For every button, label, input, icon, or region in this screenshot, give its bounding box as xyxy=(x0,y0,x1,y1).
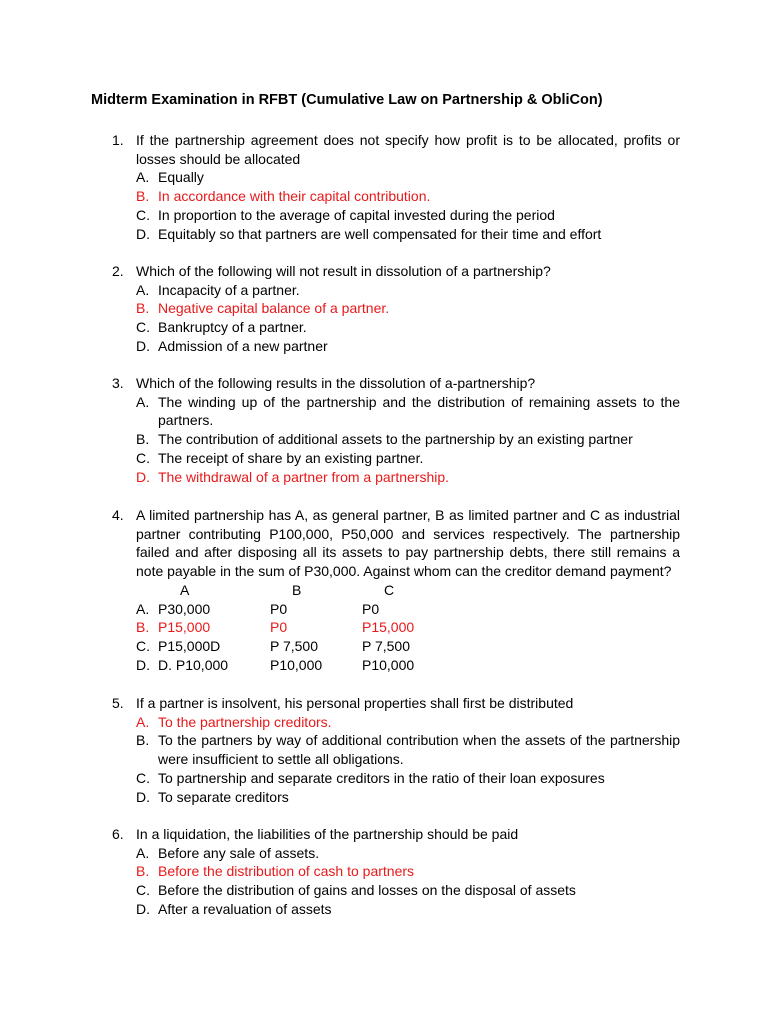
option-letter: A. xyxy=(136,281,150,298)
option-letter: B. xyxy=(136,431,150,448)
question-text: In a liquidation, the liabilities of the partnership should be paid xyxy=(136,826,519,842)
column-header-b: B xyxy=(292,581,302,598)
table-cell-a: D. P10,000 xyxy=(158,656,229,673)
question-number: 5. xyxy=(112,695,124,711)
option-d-correct xyxy=(136,468,680,487)
option-c xyxy=(136,449,680,468)
table-cell-c: P15,000 xyxy=(362,619,415,636)
option-letter: A. xyxy=(136,844,150,861)
option-letter: C. xyxy=(136,449,150,466)
option-letter: C. xyxy=(136,206,150,223)
option-letter: A. xyxy=(136,713,150,730)
question-2 xyxy=(112,262,680,356)
column-header-c: C xyxy=(384,581,395,598)
option-text: In proportion to the average of capital invested during the period xyxy=(158,206,555,223)
option-b-correct xyxy=(136,187,680,206)
option-text: After a revaluation of assets xyxy=(158,900,332,917)
table-row xyxy=(136,637,680,656)
question-3 xyxy=(112,374,680,486)
table-cell-b: P0 xyxy=(270,619,288,636)
option-letter: B. xyxy=(136,863,150,880)
table-cell-a: P15,000D xyxy=(158,637,221,654)
option-text: Bankruptcy of a partner. xyxy=(158,319,307,336)
option-text: Equally xyxy=(158,169,204,186)
option-letter: C. xyxy=(136,769,150,786)
option-text: To partnership and separate creditors in the ratio of their loan exposures xyxy=(158,769,605,786)
option-letter: A. xyxy=(136,600,150,617)
question-4 xyxy=(112,506,680,674)
option-text: Negative capital balance of a partner. xyxy=(158,300,390,317)
question-number: 4. xyxy=(112,507,124,523)
option-letter: D. xyxy=(136,337,150,354)
option-text: Before any sale of assets. xyxy=(158,844,320,861)
option-b xyxy=(136,731,680,768)
option-letter: A. xyxy=(136,169,150,186)
option-letter: C. xyxy=(136,319,150,336)
option-d xyxy=(136,900,680,919)
option-a xyxy=(136,844,680,863)
option-letter: D. xyxy=(136,656,150,673)
option-letter: D. xyxy=(136,788,150,805)
table-cell-a: P30,000 xyxy=(158,600,211,617)
option-letter: C. xyxy=(136,637,150,654)
table-cell-b: P0 xyxy=(270,600,288,617)
column-header-a: A xyxy=(180,581,190,598)
question-text: A limited partnership has A, as general partner, B as limited partner and C as industrial partner contributing P100,000, P50,000 and services respectively. The partnership failed and after disposing all its assets to pay partnership debts, there still remains a note payable in the sum of P30,000. Against whom can the creditor demand payment? xyxy=(136,507,680,580)
option-a xyxy=(136,281,680,300)
option-b xyxy=(136,430,680,449)
question-text: If a partner is insolvent, his personal properties shall first be distributed xyxy=(136,695,574,711)
question-text: Which of the following will not result in dissolution of a partnership? xyxy=(136,263,551,279)
option-c xyxy=(136,881,680,900)
option-b-correct xyxy=(136,299,680,318)
option-letter: A. xyxy=(136,393,150,410)
option-letter: C. xyxy=(136,882,150,899)
option-d xyxy=(136,788,680,807)
question-6 xyxy=(112,825,680,919)
option-letter: B. xyxy=(136,188,150,205)
option-text: Before the distribution of cash to partners xyxy=(158,863,415,880)
table-cell-a: P15,000 xyxy=(158,619,211,636)
table-cell-b: P 7,500 xyxy=(270,637,319,654)
option-letter: D. xyxy=(136,468,150,485)
option-text: To the partnership creditors. xyxy=(158,713,332,730)
option-text: To the partners by way of additional contribution when the assets of the partnership were insufficient to settle all obligations. xyxy=(158,732,680,768)
table-cell-c: P 7,500 xyxy=(362,637,411,654)
option-text: The withdrawal of a partner from a partnership. xyxy=(158,468,450,485)
table-cell-c: P0 xyxy=(362,600,380,617)
question-number: 6. xyxy=(112,826,124,842)
question-number: 2. xyxy=(112,263,124,279)
option-d xyxy=(136,337,680,356)
question-number: 1. xyxy=(112,132,124,148)
question-1 xyxy=(112,131,680,243)
table-row-correct xyxy=(136,618,680,637)
table-cell-c: P10,000 xyxy=(362,656,415,673)
option-a-correct xyxy=(136,713,680,732)
option-text: The contribution of additional assets to the partnership by an existing partner xyxy=(158,431,633,448)
option-a xyxy=(136,168,680,187)
table-row xyxy=(136,656,680,675)
option-letter: D. xyxy=(136,900,150,917)
option-c xyxy=(136,206,680,225)
question-number: 3. xyxy=(112,375,124,391)
question-text: If the partnership agreement does not specify how profit is to be allocated, profits or losses should be allocated xyxy=(136,132,680,167)
option-text: Equitably so that partners are well compensated for their time and effort xyxy=(158,225,602,242)
table-cell-b: P10,000 xyxy=(270,656,323,673)
option-b-correct xyxy=(136,862,680,881)
option-letter: B. xyxy=(136,300,150,317)
page-title: Midterm Examination in RFBT (Cumulative Law on Partnership & ObliCon) xyxy=(91,92,603,108)
option-text: The winding up of the partnership and the distribution of remaining assets to the partners. xyxy=(158,393,680,429)
option-letter: B. xyxy=(136,619,150,636)
option-text: To separate creditors xyxy=(158,788,289,805)
option-letter: B. xyxy=(136,732,150,749)
option-text: In accordance with their capital contribution. xyxy=(158,188,431,205)
question-5 xyxy=(112,694,680,806)
option-c xyxy=(136,318,680,337)
answer-table-header xyxy=(136,581,680,600)
option-c xyxy=(136,769,680,788)
option-d xyxy=(136,225,680,244)
option-text: Admission of a new partner xyxy=(158,337,328,354)
option-a xyxy=(136,393,680,430)
option-letter: D. xyxy=(136,225,150,242)
table-row xyxy=(136,600,680,619)
option-text: The receipt of share by an existing partner. xyxy=(158,449,424,466)
question-text: Which of the following results in the dissolution of a-partnership? xyxy=(136,375,536,391)
option-text: Before the distribution of gains and losses on the disposal of assets xyxy=(158,882,576,899)
option-text: Incapacity of a partner. xyxy=(158,281,300,298)
